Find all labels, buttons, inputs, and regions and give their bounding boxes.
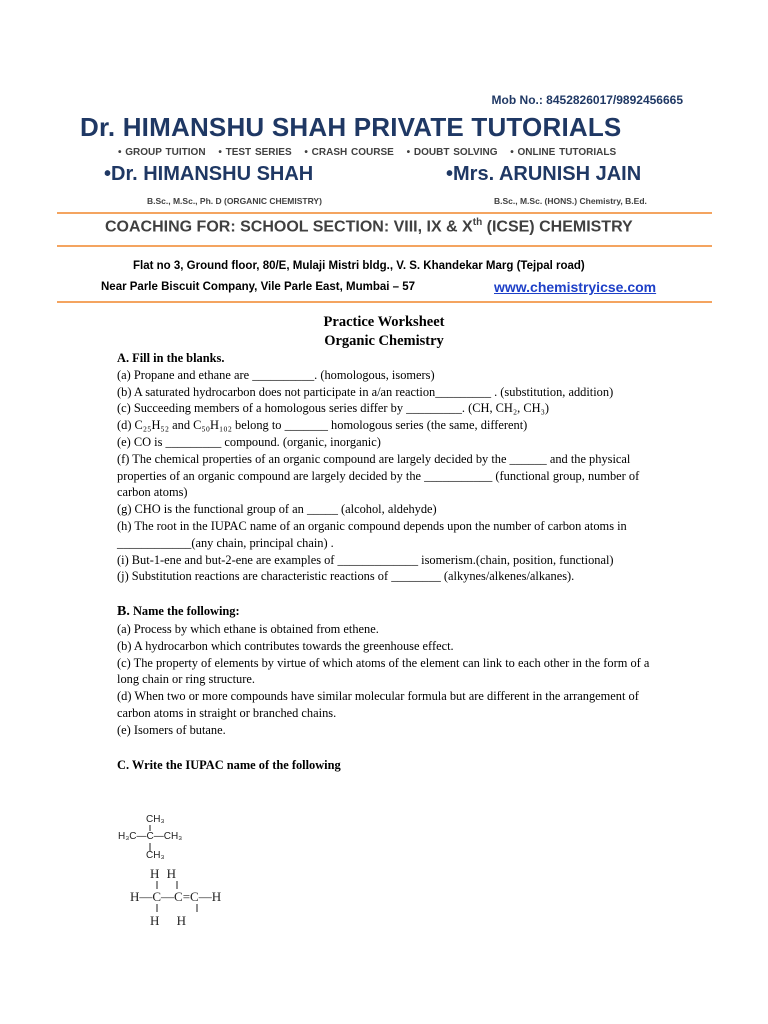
question-a-j: (j) Substitution reactions are characteristic reactions of ________ (alkynes/alkenes/alkanes). <box>117 569 575 584</box>
teacher-name-2: •Mrs. ARUNISH JAIN <box>446 163 642 185</box>
structure-1-middle: H₃C—C—CH₃ <box>118 831 183 842</box>
service-item: • TEST SERIES <box>218 147 292 158</box>
structure-1-bottom: CH₃ <box>146 850 165 861</box>
question-b-d: (d) When two or more compounds have similar molecular formula but are different in the arrangement of carbon atoms in straight or branched chains. <box>117 689 639 720</box>
services-list <box>118 147 625 158</box>
address-line-1: Flat no 3, Ground floor, 80/E, Mulaji Mistri bldg., V. S. Khandekar Marg (Tejpal road) <box>133 260 585 272</box>
structure-2-top: H H <box>150 866 177 881</box>
spacer <box>117 585 657 603</box>
structure-2-middle: H—C—C=C—H <box>130 889 222 904</box>
section-a-heading: A. Fill in the blanks. <box>117 351 225 365</box>
question-a-h: (h) The root in the IUPAC name of an organic compound depends upon the number of carbon atoms in ____________(any chain, principal chain) . <box>117 518 627 550</box>
coaching-prefix: COACHING FOR: SCHOOL SECTION: VIII, IX & X <box>105 218 473 236</box>
question-b-e: (e) Isomers of butane. <box>117 722 226 737</box>
structure-1-top: CH₃ <box>146 814 165 825</box>
question-b-c: (c) The property of elements by virtue of which atoms of the element can link to each other in the form of a long chain or ring structure. <box>117 655 650 687</box>
question-a-d: (d) C₂₅H₅₂ and C₅₀H₁₀₂ belong to _______ homologous series (the same, different) <box>117 418 528 433</box>
service-item: • GROUP TUITION <box>118 147 206 158</box>
spacer <box>117 739 657 757</box>
question-a-g: (g) CHO is the functional group of an _____ (alcohol, aldehyde) <box>117 502 437 517</box>
question-b-a: (a) Process by which ethane is obtained from ethene. <box>117 621 379 636</box>
worksheet-body <box>117 350 657 773</box>
institute-title: Dr. HIMANSHU SHAH PRIVATE TUTORIALS <box>80 112 622 142</box>
section-b-heading <box>117 603 657 621</box>
question-a-c: (c) Succeeding members of a homologous series differ by _________. (CH, CH₂, CH₃) <box>117 401 550 416</box>
service-item: • ONLINE TUTORIALS <box>510 147 617 158</box>
structure-2-bottom: H H <box>150 913 187 928</box>
worksheet-title: Practice Worksheet <box>323 314 445 330</box>
worksheet-subtitle: Organic Chemistry <box>324 333 444 349</box>
divider <box>57 245 712 247</box>
divider <box>57 212 712 214</box>
structure-1-bonds <box>140 823 160 853</box>
question-a-a: (a) Propane and ethane are __________. (homologous, isomers) <box>117 367 435 382</box>
teacher-qualification-1: B.Sc., M.Sc., Ph. D (ORGANIC CHEMISTRY) <box>147 196 322 206</box>
section-b-title: Name the following: <box>129 604 240 619</box>
teacher-name-1: •Dr. HIMANSHU SHAH <box>104 163 314 185</box>
website-link[interactable]: www.chemistryicse.com <box>494 279 657 295</box>
question-a-i: (i) But-1-ene and but-2-ene are examples of _____________ isomerism.(chain, position, functional) <box>117 552 614 567</box>
mobile-number: Mob No.: 8452826017/9892456665 <box>491 93 683 107</box>
service-item: • DOUBT SOLVING <box>406 147 498 158</box>
teacher-qualification-2: B.Sc., M.Sc. (HONS.) Chemistry, B.Ed. <box>494 196 647 206</box>
divider <box>57 301 712 303</box>
question-a-e: (e) CO is _________ compound. (organic, inorganic) <box>117 434 381 449</box>
address-line-2: Near Parle Biscuit Company, Vile Parle East, Mumbai – 57 <box>101 281 416 293</box>
coaching-line <box>105 217 633 236</box>
structure-2-bonds <box>150 877 210 917</box>
section-b-letter: B. <box>117 604 130 620</box>
question-a-f: (f) The chemical properties of an organic compound are largely decided by the ______ and the physical properties of an organic compound are largely decided by the ___________ (functional group, number of carbon atoms) <box>117 451 640 500</box>
question-b-b: (b) A hydrocarbon which contributes towards the greenhouse effect. <box>117 638 454 653</box>
question-a-b: (b) A saturated hydrocarbon does not participate in a/an reaction_________ . (substitution, addition) <box>117 384 614 399</box>
service-item: • CRASH COURSE <box>304 147 394 158</box>
section-c-heading: C. Write the IUPAC name of the following <box>117 757 341 772</box>
coaching-sup: th <box>472 217 483 228</box>
coaching-suffix: (ICSE) CHEMISTRY <box>482 218 633 236</box>
